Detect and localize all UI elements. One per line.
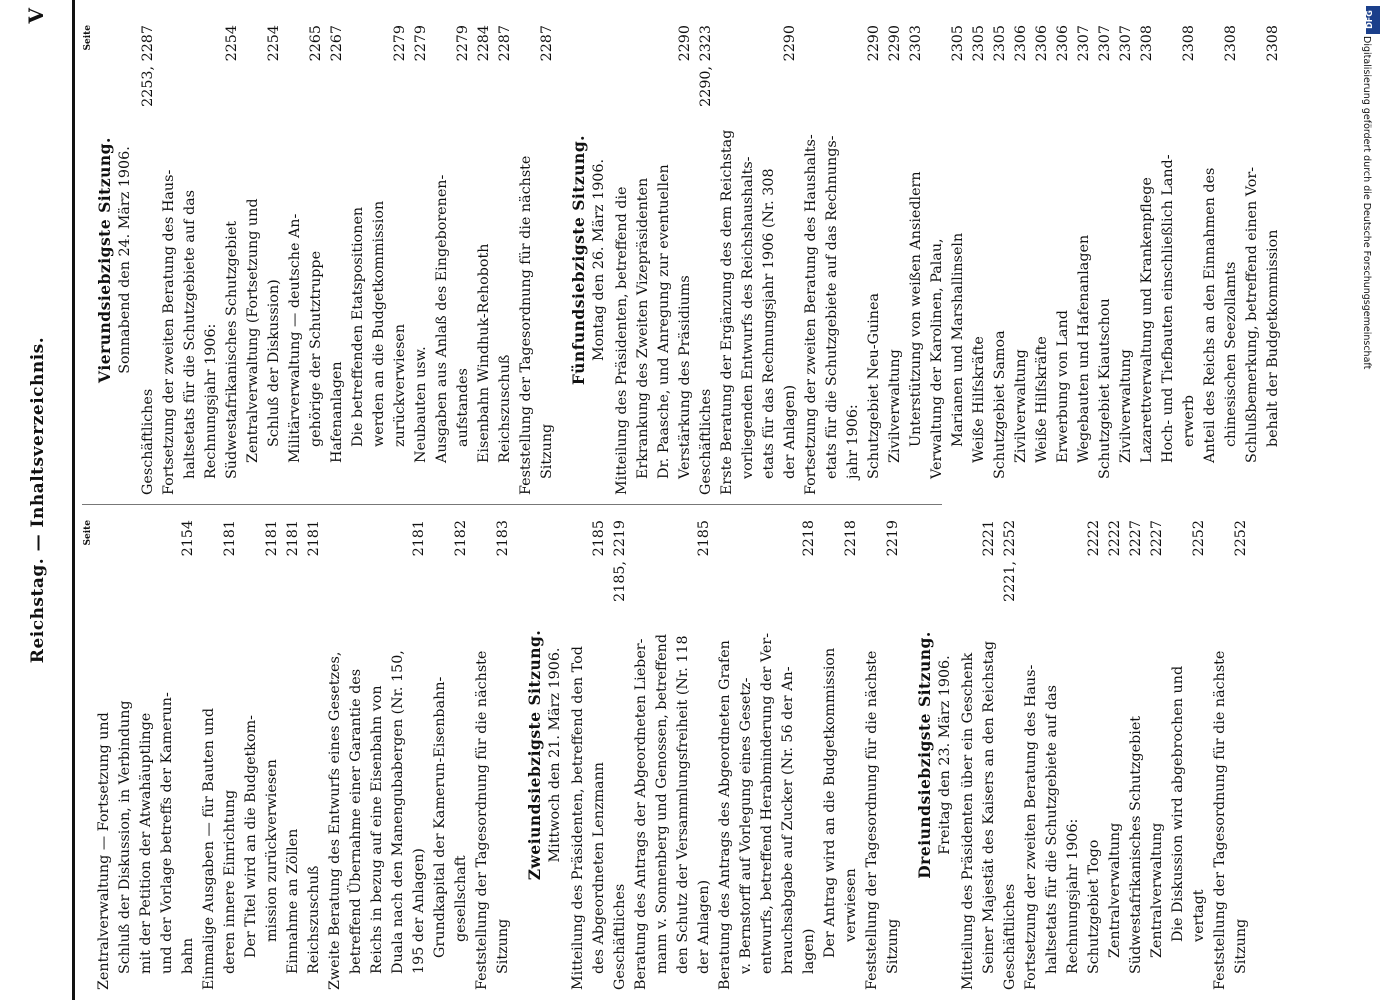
toc-entry-page: 2303 bbox=[906, 25, 927, 65]
toc-entry bbox=[1011, 25, 1032, 495]
toc-entry-text: den Schutz der Versammlungsfreiheit (Nr. 118 bbox=[675, 635, 691, 974]
toc-entry bbox=[243, 25, 264, 495]
toc-entry-text: Eisenbahn Windhuk-Rehoboth bbox=[476, 243, 492, 463]
toc-entry-text: der Anlagen) bbox=[782, 384, 798, 479]
toc-entry bbox=[694, 520, 715, 990]
toc-entry-page: 2181 bbox=[283, 520, 304, 560]
toc-entry bbox=[759, 25, 780, 495]
toc-entry bbox=[199, 520, 220, 990]
toc-entry bbox=[675, 25, 696, 495]
toc-entry bbox=[654, 25, 675, 495]
toc-entry-text: Sitzung bbox=[495, 918, 511, 974]
toc-entry-text: Zentralverwaltung (Fortsetzung und bbox=[245, 198, 261, 463]
toc-entry bbox=[1126, 520, 1147, 990]
toc-entry-text: des Abgeordneten Lenzmann bbox=[591, 762, 607, 974]
toc-entry-text: gesellschaft bbox=[453, 855, 469, 942]
toc-entry-text: Geschäftliches bbox=[698, 388, 714, 495]
toc-entry-text: Zivilverwaltung bbox=[1013, 349, 1029, 463]
toc-entry-page: 2254 bbox=[222, 25, 243, 65]
toc-entry bbox=[780, 25, 801, 495]
toc-entry-page: 2308 bbox=[1263, 25, 1284, 65]
session-heading: Fünfundsiebzigste Sitzung. bbox=[569, 134, 588, 386]
toc-entry-text: Weiße Hilfskräfte bbox=[971, 336, 987, 463]
toc-entry-text: behalt der Budgetkommission bbox=[1265, 229, 1281, 447]
toc-entry-text: chinesischen Seezollamts bbox=[1223, 261, 1239, 447]
toc-entry-text: Geschäftliches bbox=[140, 388, 156, 495]
toc-entry-page: 2183 bbox=[493, 520, 514, 560]
toc-entry-text: betreffend Übernahme einer Garantie des bbox=[348, 668, 364, 974]
dfg-logo: DFG bbox=[1366, 6, 1380, 34]
toc-entry bbox=[1021, 520, 1042, 990]
toc-entry-page: 2308 bbox=[1137, 25, 1158, 65]
toc-entry bbox=[799, 520, 820, 990]
toc-entry-page: 2290 bbox=[675, 25, 696, 65]
toc-entry bbox=[369, 25, 390, 495]
toc-entry bbox=[1116, 25, 1137, 495]
toc-entry-page: 2279 bbox=[390, 25, 411, 65]
toc-entry-page: 2305 bbox=[990, 25, 1011, 65]
toc-entry-page: 2308 bbox=[1179, 25, 1200, 65]
toc-entry-page: 2218 bbox=[799, 520, 820, 560]
session-entries bbox=[612, 25, 1284, 495]
toc-entry bbox=[1210, 520, 1231, 990]
header-rule bbox=[72, 0, 75, 1000]
toc-entry bbox=[241, 520, 262, 990]
toc-entry bbox=[864, 25, 885, 495]
toc-entry-text: Schutzgebiet Samoa bbox=[992, 330, 1008, 479]
toc-entry bbox=[1042, 520, 1063, 990]
toc-entry-text: Fortsetzung der zweiten Beratung des Haus- bbox=[1023, 664, 1039, 990]
toc-entry bbox=[1147, 520, 1168, 990]
toc-entry bbox=[493, 520, 514, 990]
toc-entry bbox=[652, 520, 673, 990]
toc-entry-text: Sitzung bbox=[539, 423, 555, 479]
toc-entry bbox=[1084, 520, 1105, 990]
toc-entry-text: Geschäftliches bbox=[1002, 883, 1018, 990]
toc-entry bbox=[948, 25, 969, 495]
toc-entry-text: Rechnungsjahr 1906: bbox=[1065, 818, 1081, 974]
toc-entry-page: 2265 bbox=[306, 25, 327, 65]
toc-entry-page: 2154 bbox=[178, 520, 199, 560]
toc-entry-text: Dr. Paasche, und Anregung zur eventuellen bbox=[656, 164, 672, 479]
toc-entry bbox=[612, 25, 633, 495]
toc-entry-text: Die betreffenden Etatspositionen bbox=[350, 206, 366, 447]
toc-entry-text: Einmalige Ausgaben — für Bauten und bbox=[201, 708, 217, 990]
toc-entry-text: etats für das Rechnungsjahr 1906 (Nr. 308 bbox=[761, 168, 777, 479]
toc-entry-page: 2306 bbox=[1032, 25, 1053, 65]
toc-entry-text: Feststellung der Tagesordnung für die nächste bbox=[1212, 650, 1228, 990]
toc-entry bbox=[220, 520, 241, 990]
toc-entry bbox=[1168, 520, 1189, 990]
toc-entry-text: v. Bernstorff auf Vorlegung eines Gesetz- bbox=[738, 677, 754, 974]
toc-entry bbox=[1074, 25, 1095, 495]
toc-entry bbox=[696, 25, 717, 495]
toc-entry-text: Ausgaben aus Anlaß des Eingeborenen- bbox=[434, 174, 450, 463]
toc-entry bbox=[736, 520, 757, 990]
toc-entry-text: Reichs in bezug auf eine Eisenbahn von bbox=[369, 685, 385, 974]
toc-entry-text: Rechnungsjahr 1906: bbox=[203, 323, 219, 479]
toc-entry-text: Schutzgebiet Togo bbox=[1086, 839, 1102, 974]
toc-entry-page: 2218 bbox=[841, 520, 862, 560]
toc-entry-text: Weiße Hilfskräfte bbox=[1034, 336, 1050, 463]
toc-entry bbox=[979, 520, 1000, 990]
toc-entry-text: Zivilverwaltung bbox=[887, 349, 903, 463]
toc-entry-text: Mitteilung des Präsidenten über ein Geschenk bbox=[960, 652, 976, 990]
page-number: V bbox=[24, 8, 48, 24]
toc-entry bbox=[1137, 25, 1158, 495]
toc-entry-page: 2306 bbox=[1053, 25, 1074, 65]
toc-entry bbox=[717, 25, 738, 495]
toc-entry-page: 2290 bbox=[780, 25, 801, 65]
toc-entry-text: mission zurückverwiesen bbox=[264, 759, 280, 942]
toc-entry-text: zurückverwiesen bbox=[392, 323, 408, 447]
toc-entry-text: Reichszuschuß bbox=[497, 354, 513, 463]
session-entries bbox=[138, 25, 558, 495]
toc-entry-text: Wegebauten und Hafenanlagen bbox=[1076, 234, 1092, 463]
toc-entry bbox=[1053, 25, 1074, 495]
toc-entry-page: 2181 bbox=[409, 520, 430, 560]
session-entries bbox=[568, 520, 904, 990]
toc-entry bbox=[1179, 25, 1200, 495]
toc-entry bbox=[159, 25, 180, 495]
toc-entry-page: 2290 bbox=[864, 25, 885, 65]
right-column bbox=[82, 25, 1284, 495]
page-header bbox=[0, 0, 70, 1000]
toc-entry bbox=[451, 520, 472, 990]
toc-entry-text: jahr 1906: bbox=[845, 404, 861, 479]
toc-entry-page: 2287 bbox=[495, 25, 516, 65]
toc-entry-text: Zentralverwaltung bbox=[1107, 822, 1123, 958]
toc-entry-page: 2222 bbox=[1105, 520, 1126, 560]
toc-entry-text: Unterstützung von weißen Ansiedlern bbox=[908, 171, 924, 447]
toc-entry-page: 2221, 2252 bbox=[1000, 520, 1021, 606]
toc-entry-page: 2305 bbox=[969, 25, 990, 65]
toc-entry-text: Duala nach den Manengubabergen (Nr. 150, bbox=[390, 650, 406, 974]
toc-entry bbox=[1105, 520, 1126, 990]
toc-entry-text: Der Antrag wird an die Budgetkommission bbox=[822, 647, 838, 958]
toc-entry-text: Einnahme an Zöllen bbox=[285, 828, 301, 974]
left-block-continuation bbox=[94, 520, 514, 990]
toc-entry-page: 2279 bbox=[453, 25, 474, 65]
toc-entry-text: Feststellung der Tagesordnung für die nächste bbox=[474, 650, 490, 990]
toc-entry-text: aufstandes bbox=[455, 368, 471, 447]
toc-entry bbox=[262, 520, 283, 990]
toc-entry-text: Schluß der Diskussion) bbox=[266, 279, 282, 447]
toc-entry-text: Sitzung bbox=[885, 918, 901, 974]
toc-entry bbox=[432, 25, 453, 495]
toc-entry-text: vertagt bbox=[1191, 889, 1207, 942]
toc-entry bbox=[883, 520, 904, 990]
toc-entry-page: 2290 bbox=[885, 25, 906, 65]
toc-entry bbox=[958, 520, 979, 990]
toc-entry-text: Grundkapital der Kamerun-Eisenbahn- bbox=[432, 676, 448, 958]
toc-entry bbox=[304, 520, 325, 990]
toc-entry bbox=[862, 520, 883, 990]
toc-entry-page: 2252 bbox=[1231, 520, 1252, 560]
toc-entry-text: Hafenanlagen bbox=[329, 361, 345, 463]
toc-entry-text: 195 der Anlagen) bbox=[411, 848, 427, 974]
toc-entry bbox=[157, 520, 178, 990]
toc-entry bbox=[633, 25, 654, 495]
toc-entry bbox=[367, 520, 388, 990]
toc-entry bbox=[673, 520, 694, 990]
toc-entry bbox=[537, 25, 558, 495]
toc-entry-text: Verwaltung der Karolinen, Palau, bbox=[929, 238, 945, 479]
session-entries bbox=[958, 520, 1252, 990]
toc-entry bbox=[346, 520, 367, 990]
toc-entry bbox=[1095, 25, 1116, 495]
toc-entry bbox=[115, 520, 136, 990]
toc-entry bbox=[201, 25, 222, 495]
toc-entry-text: Feststellung der Tagesordnung für die nächste bbox=[864, 650, 880, 990]
toc-entry-text: und der Vorlage betreffs der Kamerun- bbox=[159, 692, 175, 974]
toc-entry-text: Schlußbemerkung, betreffend einen Vor- bbox=[1244, 166, 1260, 463]
toc-entry-page: 2182 bbox=[451, 520, 472, 560]
toc-entry-text: mann v. Sonnenberg und Genossen, betreffend bbox=[654, 633, 670, 974]
toc-entry-page: 2279 bbox=[411, 25, 432, 65]
toc-entry-text: Mitteilung des Präsidenten, betreffend den Tod bbox=[570, 646, 586, 990]
toc-entry bbox=[1263, 25, 1284, 495]
toc-entry bbox=[568, 520, 589, 990]
toc-entry bbox=[843, 25, 864, 495]
session-date: Montag den 26. März 1906. bbox=[591, 158, 607, 362]
toc-entry bbox=[801, 25, 822, 495]
toc-entry-text: Hoch- und Tiefbauten einschließlich Land- bbox=[1160, 154, 1176, 463]
toc-entry-text: Zweite Beratung des Entwurfs eines Gesetzes, bbox=[327, 651, 343, 990]
toc-entry bbox=[885, 25, 906, 495]
session-heading: Zweiundsiebzigste Sitzung. bbox=[525, 629, 544, 881]
toc-entry-text: Schutzgebiet Kiautschou bbox=[1097, 298, 1113, 479]
toc-entry bbox=[822, 25, 843, 495]
toc-entry-page: 2253, 2287 bbox=[138, 25, 159, 111]
toc-entry bbox=[327, 25, 348, 495]
toc-entry-page: 2290, 2323 bbox=[696, 25, 717, 111]
toc-entry bbox=[136, 520, 157, 990]
toc-entry-text: Zivilverwaltung bbox=[1118, 349, 1134, 463]
toc-entry-page: 2185, 2219 bbox=[610, 520, 631, 606]
toc-entry-text: Fortsetzung der zweiten Beratung des Haushalts- bbox=[803, 134, 819, 495]
toc-entry bbox=[285, 25, 306, 495]
toc-entry bbox=[1200, 25, 1221, 495]
toc-entry-text: Zentralverwaltung bbox=[1149, 822, 1165, 958]
page-title: Reichstag. — Inhaltsverzeichnis. bbox=[28, 336, 48, 664]
toc-entry bbox=[820, 520, 841, 990]
toc-entry bbox=[138, 25, 159, 495]
session-heading: Dreiundsiebzigste Sitzung. bbox=[915, 631, 934, 879]
toc-entry bbox=[589, 520, 610, 990]
toc-entry-page: 2307 bbox=[1074, 25, 1095, 65]
toc-entry bbox=[94, 520, 115, 990]
toc-entry-text: brauchsabgabe auf Zucker (Nr. 56 der An- bbox=[780, 666, 796, 974]
toc-entry-text: Erste Beratung der Ergänzung des dem Reichstag bbox=[719, 129, 735, 495]
session-date: Freitag den 23. März 1906. bbox=[937, 655, 953, 855]
toc-entry-page: 2254 bbox=[264, 25, 285, 65]
toc-entry-page: 2227 bbox=[1126, 520, 1147, 560]
toc-entry-text: Lazarettverwaltung und Krankenpflege bbox=[1139, 177, 1155, 463]
toc-entry bbox=[180, 25, 201, 495]
toc-entry bbox=[778, 520, 799, 990]
toc-entry bbox=[1189, 520, 1210, 990]
toc-entry-page: 2181 bbox=[220, 520, 241, 560]
toc-entry-page: 2219 bbox=[883, 520, 904, 560]
toc-entry bbox=[388, 520, 409, 990]
seite-label: Seite bbox=[83, 520, 93, 546]
toc-entry-text: verwiesen bbox=[843, 868, 859, 942]
toc-entry bbox=[841, 520, 862, 990]
toc-entry bbox=[306, 25, 327, 495]
toc-entry-text: Militärverwaltung — deutsche An- bbox=[287, 213, 303, 463]
toc-entry-text: gehörige der Schutztruppe bbox=[308, 250, 324, 447]
toc-entry-page: 2306 bbox=[1011, 25, 1032, 65]
toc-entry bbox=[906, 25, 927, 495]
toc-entry bbox=[264, 25, 285, 495]
toc-entry-text: Geschäftliches bbox=[612, 883, 628, 990]
toc-entry-text: Reichszuschuß bbox=[306, 865, 322, 974]
toc-entry-text: Seiner Majestät des Kaisers an den Reichstag bbox=[981, 640, 997, 974]
seite-label: Seite bbox=[83, 25, 93, 51]
toc-entry bbox=[178, 520, 199, 990]
toc-entry-page: 2222 bbox=[1084, 520, 1105, 560]
toc-entry-text: bahn bbox=[180, 937, 196, 974]
toc-entry-page: 2252 bbox=[1189, 520, 1210, 560]
toc-entry-text: Sitzung bbox=[1233, 918, 1249, 974]
toc-entry-text: Die Diskussion wird abgebrochen und bbox=[1170, 665, 1186, 942]
toc-entry-text: deren innere Einrichtung bbox=[222, 789, 238, 974]
toc-entry-text: Beratung des Antrags der Abgeordneten Lieber- bbox=[633, 638, 649, 990]
toc-entry-page: 2181 bbox=[262, 520, 283, 560]
toc-entry-text: Beratung des Antrags des Abgeordneten Grafen bbox=[717, 640, 733, 990]
toc-entry-text: Neubauten usw. bbox=[413, 346, 429, 463]
toc-entry bbox=[516, 25, 537, 495]
toc-entry bbox=[283, 520, 304, 990]
toc-entry-text: Schluß der Diskussion, in Verbindung bbox=[117, 700, 133, 974]
toc-entry bbox=[610, 520, 631, 990]
toc-entry-text: haltsetats für die Schutzgebiete auf das bbox=[1044, 685, 1060, 974]
toc-entry bbox=[1231, 520, 1252, 990]
toc-entry bbox=[1242, 25, 1263, 495]
toc-entry-page: 2181 bbox=[304, 520, 325, 560]
toc-entry bbox=[990, 25, 1011, 495]
toc-entry-page: 2185 bbox=[694, 520, 715, 560]
left-column bbox=[82, 520, 1252, 990]
toc-entry bbox=[738, 25, 759, 495]
toc-entry-page: 2185 bbox=[589, 520, 610, 560]
toc-entry-text: Zentralverwaltung — Fortsetzung und bbox=[96, 712, 112, 990]
toc-entry bbox=[411, 25, 432, 495]
toc-entry bbox=[1000, 520, 1021, 990]
toc-entry bbox=[453, 25, 474, 495]
toc-entry-page: 2221 bbox=[979, 520, 1000, 560]
column-divider bbox=[82, 504, 942, 505]
toc-entry bbox=[927, 25, 948, 495]
toc-entry bbox=[472, 520, 493, 990]
toc-entry bbox=[390, 25, 411, 495]
toc-entry-text: werden an die Budgetkommission bbox=[371, 200, 387, 447]
toc-entry bbox=[1063, 520, 1084, 990]
toc-entry-text: entwurfs, betreffend Herabminderung der Ver- bbox=[759, 632, 775, 974]
session-date: Mittwoch den 21. März 1906. bbox=[547, 647, 563, 863]
toc-entry bbox=[757, 520, 778, 990]
toc-entry-text: Schutzgebiet Neu-Guinea bbox=[866, 293, 882, 479]
toc-entry bbox=[409, 520, 430, 990]
toc-entry-text: Marianen und Marshallinseln bbox=[950, 232, 966, 447]
toc-entry-page: 2267 bbox=[327, 25, 348, 65]
toc-entry-text: erwerb bbox=[1181, 395, 1197, 447]
toc-entry bbox=[495, 25, 516, 495]
toc-entry bbox=[222, 25, 243, 495]
toc-entry-text: haltsetats für die Schutzgebiete auf das bbox=[182, 190, 198, 479]
toc-entry-text: Fortsetzung der zweiten Beratung des Haus- bbox=[161, 169, 177, 495]
toc-entry-page: 2284 bbox=[474, 25, 495, 65]
session-date: Sonnabend den 24. März 1906. bbox=[117, 146, 133, 374]
toc-entry-text: Mitteilung des Präsidenten, betreffend die bbox=[614, 186, 630, 495]
toc-entry-text: Südwestafrikanisches Schutzgebiet bbox=[224, 220, 240, 479]
toc-entry-page: 2305 bbox=[948, 25, 969, 65]
toc-entry bbox=[715, 520, 736, 990]
toc-entry bbox=[474, 25, 495, 495]
toc-entry bbox=[325, 520, 346, 990]
toc-entry-text: Südwestafrikanisches Schutzgebiet bbox=[1128, 715, 1144, 974]
toc-entry-text: mit der Petition der Atwahäuptlinge bbox=[138, 712, 154, 974]
toc-entry-text: Der Titel wird an die Budgetkom- bbox=[243, 715, 259, 958]
toc-entry-text: Erwerbung von Land bbox=[1055, 310, 1071, 463]
session-heading: Vierundsiebzigste Sitzung. bbox=[95, 137, 114, 383]
toc-entry-text: Anteil des Reichs an den Einnahmen des bbox=[1202, 167, 1218, 463]
toc-entry-text: Verstärkung des Präsidiums bbox=[677, 275, 693, 479]
toc-entry bbox=[1032, 25, 1053, 495]
toc-entry-text: vorliegenden Entwurfs des Reichshaushalts- bbox=[740, 156, 756, 479]
toc-entry-text: lagen) bbox=[801, 928, 817, 974]
toc-entry bbox=[348, 25, 369, 495]
toc-entry-page: 2308 bbox=[1221, 25, 1242, 65]
toc-entry bbox=[430, 520, 451, 990]
toc-entry bbox=[631, 520, 652, 990]
toc-entry bbox=[1221, 25, 1242, 495]
toc-entry bbox=[969, 25, 990, 495]
toc-entry-page: 2307 bbox=[1116, 25, 1137, 65]
digitization-credit: Digitalisierung gefördert durch die Deutsche Forschungsgemeinschaft bbox=[1361, 36, 1372, 370]
toc-entry-text: Erkrankung des Zweiten Vizepräsidenten bbox=[635, 177, 651, 479]
toc-entry-text: Feststellung der Tagesordnung für die nächste bbox=[518, 155, 534, 495]
toc-entry-text: der Anlagen) bbox=[696, 879, 712, 974]
toc-entry-page: 2227 bbox=[1147, 520, 1168, 560]
toc-entry bbox=[1158, 25, 1179, 495]
toc-entry-page: 2287 bbox=[537, 25, 558, 65]
toc-entry-page: 2307 bbox=[1095, 25, 1116, 65]
toc-entry-text: etats für die Schutzgebiete auf das Rechnungs- bbox=[824, 135, 840, 479]
